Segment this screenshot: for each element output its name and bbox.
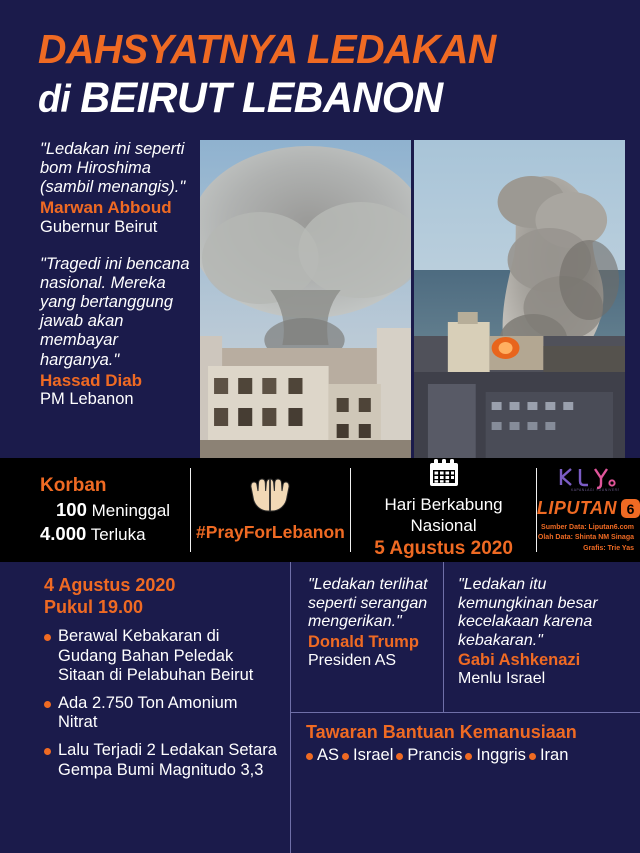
credit-line-source: Sumber Data: Liputan6.com [541,524,634,532]
quote-role: PM Lebanon [40,390,134,409]
timeline-block [44,575,280,780]
page-title-main: BEIRUT LEBANON [80,74,443,122]
aid-country: Inggris [465,746,526,765]
poster-header [0,0,640,133]
statistics-band [0,458,640,562]
quote-author: Gabi Ashkenazi [458,651,581,670]
photo-explosion-cloud [200,140,411,458]
section-divider-vertical-1 [290,562,291,853]
quote-text: "Ledakan ini seperti bom Hiroshima (sambil menangis)." [40,140,186,197]
quote-block-diab [40,255,195,409]
pray-hashtag: #PrayForLebanon [196,521,345,542]
praying-hands-glyph [247,478,293,512]
quote-text: "Ledakan itu kemungkinan besar kecelakaan karena kebakaran." [458,576,598,649]
kly-logo-icon [557,466,619,497]
aid-country: AS [306,746,339,765]
aid-country-list [306,746,626,765]
victims-deaths-number: 100 [56,498,87,520]
quote-author: Donald Trump [308,632,419,651]
liputan-wordmark: LIPUTAN [536,498,617,519]
credit-line-graphics: Grafis: Trie Yas [583,544,634,552]
photo-gallery [200,140,625,458]
quote-role: Menlu Israel [458,670,546,688]
victims-cell [0,458,190,562]
svg-text:KAPANLAGI YOUNIVERSE: KAPANLAGI YOUNIVERSE [571,488,620,493]
victims-deaths-label: Meninggal [91,500,171,520]
pray-cell [191,458,351,562]
quote-block-ashkenazi [458,576,628,689]
quote-role: Gubernur Beirut [40,217,158,236]
timeline-date: 4 Agustus 2020 [44,575,176,595]
quote-text: "Ledakan terlihat seperti serangan mengerikan." [308,576,428,631]
page-title-line2 [38,74,443,123]
victims-row-deaths [40,498,170,522]
aid-title: Tawaran Bantuan Kemanusiaan [306,722,577,742]
photo-smoke-plume [414,140,625,458]
explosion-cloud-illustration [200,140,411,458]
mourning-line1: Hari Berkabung [384,495,503,515]
quote-role: Presiden AS [308,651,397,669]
aid-country: Iran [529,746,568,765]
quote-text: "Tragedi ini bencana nasional. Mereka yang bertanggung jawab akan membayar harganya." [40,254,190,369]
credit-line-data: Olah Data: Shinta NM Sinaga [537,534,634,542]
timeline-item: Berawal Kebakaran di Gudang Bahan Peledak Sitaan di Pelabuhan Beirut [44,627,280,686]
humanitarian-aid-block [306,722,626,765]
liputan6-logo [537,498,640,519]
credits-block [537,523,640,553]
quote-block-abboud [40,140,195,237]
victims-row-injured [40,522,146,546]
timeline-item: Lalu Terjadi 2 Ledakan Setara Gempa Bumi Magnitudo 3,3 [44,741,280,780]
mourning-day-cell [351,458,536,562]
page-title-prefix: di [38,78,81,121]
smoke-plume-illustration [414,140,625,458]
bottom-section [0,562,640,853]
publisher-logo-cell [537,458,640,562]
victims-injured-number: 4.000 [40,522,87,544]
calendar-icon [429,459,459,492]
aid-country: Israel [342,746,393,765]
page-title-line1: DAHSYATNYA LEDAKAN [38,26,496,72]
mourning-date: 5 Agustus 2020 [374,538,513,560]
praying-hands-icon [247,478,293,518]
kly-logo-glyph [557,466,619,492]
timeline-time: Pukul 19.00 [44,596,144,617]
timeline-item: Ada 2.750 Ton Amonium Nitrat [44,694,280,733]
victims-title: Korban [40,475,107,497]
calendar-glyph [429,459,459,487]
liputan-six-badge: 6 [621,499,640,518]
section-divider-horizontal [290,712,640,713]
quote-author: Marwan Abboud [40,198,172,218]
mourning-line2: Nasional [410,515,477,535]
aid-country: Prancis [396,746,462,765]
victims-injured-label: Terluka [90,524,146,544]
section-divider-vertical-2 [443,562,444,712]
quote-block-trump [308,576,433,670]
quote-author: Hassad Diab [40,370,143,390]
quote-column-left [40,140,195,409]
